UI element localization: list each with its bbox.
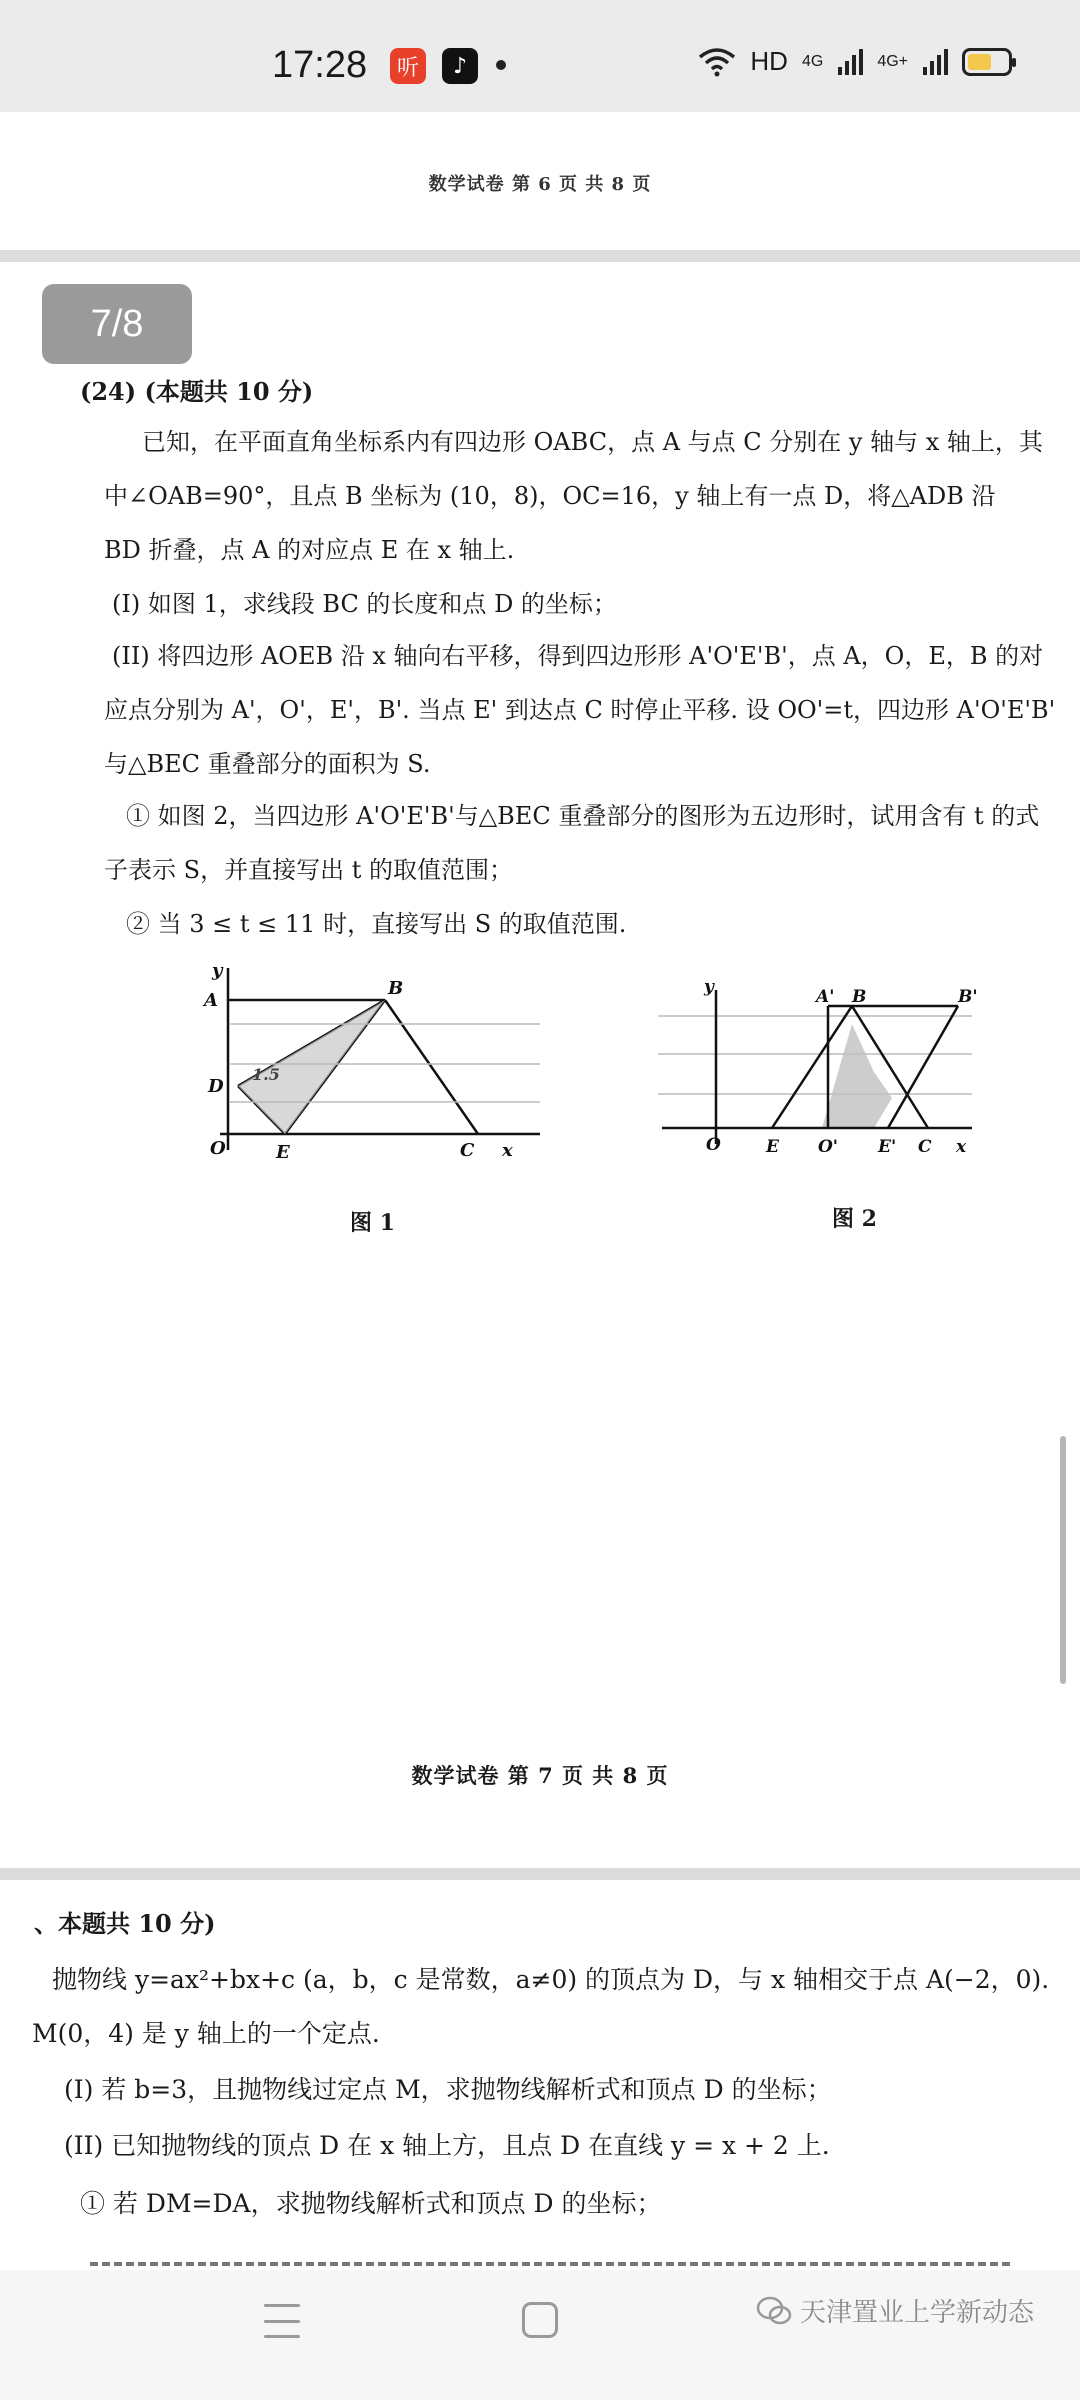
tiktok-app-icon: ♪ bbox=[442, 48, 478, 84]
q25-line-cut-off bbox=[90, 2262, 1010, 2270]
fig2-segment-b1e1 bbox=[888, 1006, 958, 1128]
signal1-label: 4G bbox=[801, 52, 824, 70]
page-6-fragment bbox=[0, 112, 1080, 250]
q25-line-1: 抛物线 y=ax²+bx+c (a，b，c 是常数，a≠0) 的顶点为 D，与 x 轴相交于点 A(−2，0). bbox=[52, 1965, 1050, 1994]
fig1-label-x: x bbox=[502, 1140, 513, 1161]
fig1-label-b: B bbox=[388, 978, 404, 999]
fig2-label-e: E bbox=[766, 1137, 779, 1157]
fig2-label-e1: E' bbox=[878, 1137, 897, 1157]
fig1-label-o: O bbox=[210, 1138, 226, 1159]
fig2-label-o1: O' bbox=[818, 1137, 839, 1157]
page-separator bbox=[0, 1868, 1080, 1880]
fig2-label-y: y bbox=[704, 980, 714, 997]
wifi-icon bbox=[698, 47, 736, 77]
q24-line-6: 应点分别为 A'，O'，E'，B'. 当点 E' 到达点 C 时停止平移. 设 OO'=t，四边形 A'O'E'B' bbox=[104, 696, 1056, 724]
q24-sub-2: ② 当 3 ≤ t ≤ 11 时，直接写出 S 的取值范围. bbox=[126, 910, 627, 938]
q24-part-1: (I) 如图 1，求线段 BC 的长度和点 D 的坐标； bbox=[112, 590, 617, 618]
q25-part-2: (II) 已知抛物线的顶点 D 在 x 轴上方，且点 D 在直线 y = x + 2 上. bbox=[64, 2131, 830, 2160]
fig1-shaded-label: 1.5 bbox=[252, 1065, 280, 1084]
signal2-icon bbox=[922, 49, 948, 75]
menu-icon[interactable] bbox=[264, 2304, 300, 2338]
fig1-label-y: y bbox=[212, 962, 223, 981]
fig2-label-x: x bbox=[956, 1137, 967, 1157]
network-type-label: HD bbox=[750, 46, 788, 76]
page-6-footer: 数学试卷 第 6 页 共 8 页 bbox=[428, 174, 652, 195]
q24-sub-1: ① 如图 2，当四边形 A'O'E'B'与△BEC 重叠部分的图形为五边形时，试用含有 t 的式 bbox=[126, 802, 1040, 830]
q25-part-1: (I) 若 b=3，且抛物线过定点 M，求抛物线解析式和顶点 D 的坐标； bbox=[64, 2075, 832, 2104]
fig2-label-c: C bbox=[918, 1137, 932, 1157]
battery-icon bbox=[962, 48, 1012, 76]
signal-icon bbox=[837, 49, 863, 75]
fig2-label-o: O bbox=[706, 1135, 721, 1155]
q24-line-7: 与△BEC 重叠部分的面积为 S. bbox=[104, 750, 431, 778]
status-time: 17:28 bbox=[272, 44, 368, 86]
q24-line-1: 已知，在平面直角坐标系内有四边形 OABC，点 A 与点 C 分别在 y 轴与 x 轴上，其 bbox=[142, 428, 1043, 456]
watermark bbox=[756, 2292, 1034, 2329]
watermark-text: 天津置业上学新动态 bbox=[800, 2298, 1035, 2328]
fig2-label-a1: A' bbox=[816, 987, 835, 1007]
figure-2-caption: 图 2 bbox=[832, 1206, 877, 1232]
page-separator bbox=[0, 250, 1080, 262]
figure-1 bbox=[190, 962, 550, 1162]
q25-sub-1: ① 若 DM=DA，求抛物线解析式和顶点 D 的坐标； bbox=[80, 2189, 662, 2218]
q24-line-3: BD 折叠，点 A 的对应点 E 在 x 轴上. bbox=[104, 536, 515, 564]
status-bar bbox=[0, 0, 1080, 112]
q24-line-9: 子表示 S，并直接写出 t 的取值范围； bbox=[104, 856, 513, 884]
fig1-segment-bc bbox=[385, 1000, 478, 1134]
question-25-title: 、本题共 10 分) bbox=[34, 1909, 216, 1938]
figure-2 bbox=[652, 980, 982, 1160]
fig1-label-c: C bbox=[460, 1140, 475, 1161]
home-icon[interactable] bbox=[522, 2302, 558, 2338]
listen-app-icon: 听 bbox=[390, 48, 426, 84]
page-8-fragment[interactable] bbox=[0, 1880, 1080, 2270]
page-indicator-badge: 7/8 bbox=[42, 284, 192, 364]
scrollbar-thumb[interactable] bbox=[1060, 1436, 1066, 1684]
q25-line-2: M(0，4) 是 y 轴上的一个定点. bbox=[32, 2019, 380, 2048]
page-7[interactable] bbox=[0, 262, 1080, 1868]
fig2-label-b: B bbox=[852, 987, 867, 1007]
signal2-label: 4G+ bbox=[877, 52, 908, 70]
fig2-label-b1: B' bbox=[958, 987, 978, 1007]
notification-dot-icon bbox=[496, 60, 506, 70]
q24-part-2: (II) 将四边形 AOEB 沿 x 轴向右平移，得到四边形形 A'O'E'B'，点 A，O，E，B 的对 bbox=[112, 642, 1044, 670]
page-7-footer: 数学试卷 第 7 页 共 8 页 bbox=[411, 1763, 669, 1788]
fig1-label-e: E bbox=[276, 1142, 290, 1162]
fig1-label-d: D bbox=[208, 1076, 224, 1097]
fig2-shaded-pentagon bbox=[822, 1024, 892, 1128]
navigation-bar bbox=[0, 2270, 1080, 2400]
question-24-title: (24) (本题共 10 分) bbox=[80, 377, 314, 406]
status-indicators bbox=[698, 46, 1012, 77]
q24-line-2: 中∠OAB=90°，且点 B 坐标为 (10，8)，OC=16，y 轴上有一点 D，将△ADB 沿 bbox=[104, 482, 996, 510]
wechat-icon bbox=[756, 2295, 792, 2327]
figure-1-caption: 图 1 bbox=[350, 1210, 395, 1236]
fig1-label-a: A bbox=[204, 990, 218, 1011]
